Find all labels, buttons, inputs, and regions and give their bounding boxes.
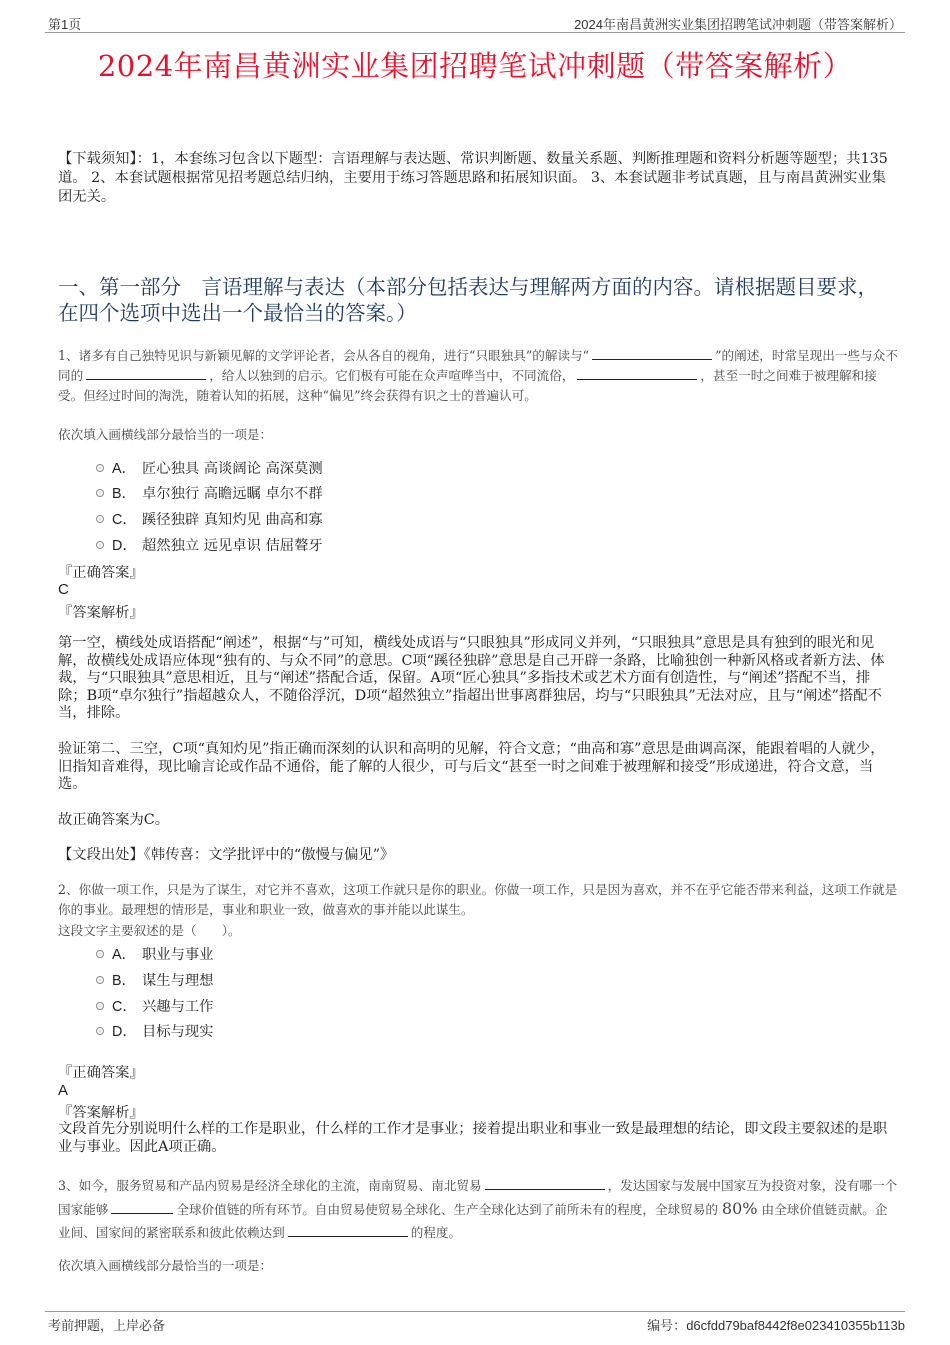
question-1-option-a[interactable]: [96, 458, 323, 478]
footer-code-value: d6cfdd79baf8442f8e023410355b113b: [686, 1318, 905, 1333]
question-2-option-a[interactable]: [96, 944, 213, 964]
radio-icon[interactable]: [96, 950, 104, 958]
option-letter: C．: [112, 999, 137, 1015]
question-1-part-c: ，给人以独到的启示。它们极有可能在众声喧哗当中，不同流俗，: [209, 368, 575, 383]
option-text: 卓尔独行 高瞻远瞩 卓尔不群: [142, 486, 323, 502]
option-text: 兴趣与工作: [142, 999, 214, 1015]
section-heading: 一、第一部分 言语理解与表达（本部分包括表达与理解两方面的内容。请根据题目要求，在四个选项中选出一个最恰当的答案。）: [58, 275, 878, 325]
option-text: 蹊径独辟 真知灼见 曲高和寡: [142, 512, 323, 528]
correct-answer-label: 『正确答案』: [58, 1065, 144, 1081]
question-2-analysis: 文段首先分别说明什么样的工作是职业，什么样的工作才是事业；接着提出职业和事业一致是最理想的结论，即文段主要叙述的是职业与事业。因此A项正确。: [58, 1121, 888, 1155]
option-letter: C．: [112, 512, 137, 528]
footer-code-label: 编号：: [647, 1319, 687, 1334]
footer-divider: [45, 1311, 905, 1312]
header-document-title: 2024年南昌黄洲实业集团招聘笔试冲刺题（带答案解析）: [574, 17, 902, 32]
fill-blank-3: [577, 367, 697, 380]
fill-blank-2: [111, 1201, 173, 1214]
correct-answer-label: 『正确答案』: [58, 565, 144, 581]
option-text: 超然独立 远见卓识 佶屈聱牙: [142, 538, 323, 554]
question-2-option-b[interactable]: [96, 970, 213, 990]
question-2-option-c[interactable]: [96, 996, 213, 1016]
question-3-text: [58, 1174, 898, 1244]
header-divider: [45, 32, 905, 33]
question-3-part-b: ，发达国家与发展中国家互为投资对象，没有哪一个国家能够: [58, 1178, 898, 1217]
question-1-analysis-1: 第一空，横线处成语搭配“阐述”，根据“与”可知，横线处成语与“只眼独具”形成同义并列，“只眼独具”意思是具有独到的眼光和见解，故横线处成语应体现“独有的、与众不同”的意思。C项“蹊径独辟”意思是自己开辟一条路，比喻独创一种新风格或者新方法、体裁，与“只眼独具”意思相近，且与“阐述”搭配合适，保留。A项“匠心独具”多指技术或艺术方面有创造性，与“阐述”搭配不当，排除；B项“卓尔独行”指超越众人，不随俗浮沉，D项“超然独立”指超出世事离群独居，均与“只眼独具”无法对应，且与“阐述”搭配不当，排除。: [58, 635, 885, 721]
radio-icon[interactable]: [96, 541, 104, 549]
option-text: 目标与现实: [142, 1024, 214, 1040]
question-1-part-d: ，甚至一时之间难于被理解和接受。但经过时间的淘洗，随着认知的拓展，这种“偏见”终会获得有识之士的普遍认可。: [58, 368, 877, 403]
question-1-analysis-2: 验证第二、三空，C项“真知灼见”指正确而深刻的认识和高明的见解，符合文意；“曲高和寡”意思是曲调高深，能跟着唱的人就少，旧指知音难得，现比喻言论或作品不通俗，能了解的人很少，可与后文“甚至一时之间难于被理解和接受”形成递进，符合文意，当选。: [58, 741, 885, 792]
option-text: 谋生与理想: [142, 973, 214, 989]
option-text: 职业与事业: [142, 947, 214, 963]
radio-icon[interactable]: [96, 1002, 104, 1010]
download-notice: 【下载须知】：1，本套练习包含以下题型：言语理解与表达题、常识判断题、数量关系题、判断推理题和资料分析题等题型；共135道。 2、本套试题根据常见招考题总结归纳，主要用于练习答题思路和拓展知识面。 3、本套试题非考试真题，且与南昌黄洲实业集团无关。: [58, 151, 888, 205]
question-2-prompt: 这段文字主要叙述的是（ ）。: [58, 923, 241, 938]
question-1-option-b[interactable]: [96, 483, 323, 503]
question-2-option-d[interactable]: [96, 1021, 213, 1041]
option-letter: B．: [112, 486, 136, 502]
option-letter: D．: [112, 1024, 137, 1040]
fill-blank-1: [485, 1177, 605, 1190]
question-1-answer: C: [58, 581, 69, 598]
analysis-label: 『答案解析』: [58, 1105, 144, 1121]
fill-blank-3: [288, 1224, 408, 1237]
question-1-option-d[interactable]: [96, 535, 323, 555]
question-3-part-d: 由全球价值链贡献。企业间、国家间的紧密联系和彼此依赖达到: [58, 1202, 888, 1240]
question-2-answer: A: [58, 1082, 69, 1099]
question-1-analysis-3: 故正确答案为C。: [58, 812, 170, 828]
question-3-part-e: 的程度。: [410, 1225, 462, 1240]
header-page-number: 第1页: [48, 17, 82, 32]
option-text: 匠心独具 高谈阔论 高深莫测: [142, 461, 323, 477]
radio-icon[interactable]: [96, 1027, 104, 1035]
question-1-part-a: 1、诸多有自己独特见识与新颖见解的文学评论者，会从各自的视角，进行“只眼独具”的解读与“: [58, 348, 590, 363]
question-1-part-b: ”的阐述，时常呈现出一些与众不同的: [58, 348, 898, 383]
question-3-part-c: 全球价值链的所有环节。自由贸易使贸易全球化、生产全球化达到了前所未有的程度，全球贸易的: [176, 1202, 718, 1217]
analysis-label: 『答案解析』: [58, 605, 144, 621]
question-2-text: 2、你做一项工作，只是为了谋生，对它并不喜欢，这项工作就只是你的职业。你做一项工作，只是因为喜欢，并不在乎它能否带来利益，这项工作就是你的事业。最理想的情形是，事业和职业一致，做喜欢的事并能以此谋生。: [58, 882, 898, 917]
footer-document-code: [647, 1315, 905, 1334]
radio-icon[interactable]: [96, 976, 104, 984]
option-letter: A．: [112, 461, 136, 477]
radio-icon[interactable]: [96, 515, 104, 523]
fill-blank-2: [86, 367, 206, 380]
question-3-percent: 80%: [721, 1199, 758, 1218]
option-letter: B．: [112, 973, 136, 989]
page-title: 2024年南昌黄洲实业集团招聘笔试冲刺题（带答案解析）: [97, 49, 853, 83]
footer-slogan: 考前押题，上岸必备: [48, 1319, 166, 1334]
question-3-prompt: 依次填入画横线部分最恰当的一项是：: [58, 1258, 273, 1273]
option-letter: A．: [112, 947, 136, 963]
question-3-part-a: 3、如今，服务贸易和产品内贸易是经济全球化的主流，南南贸易、南北贸易: [58, 1178, 482, 1193]
question-1-prompt: 依次填入画横线部分最恰当的一项是：: [58, 427, 273, 442]
option-letter: D．: [112, 538, 137, 554]
radio-icon[interactable]: [96, 489, 104, 497]
question-1-option-c[interactable]: [96, 509, 323, 529]
question-1-text: [58, 346, 898, 406]
fill-blank-1: [592, 347, 712, 360]
radio-icon[interactable]: [96, 464, 104, 472]
question-1-source: 【文段出处】《韩传喜：文学批评中的“傲慢与偏见”》: [58, 847, 395, 863]
